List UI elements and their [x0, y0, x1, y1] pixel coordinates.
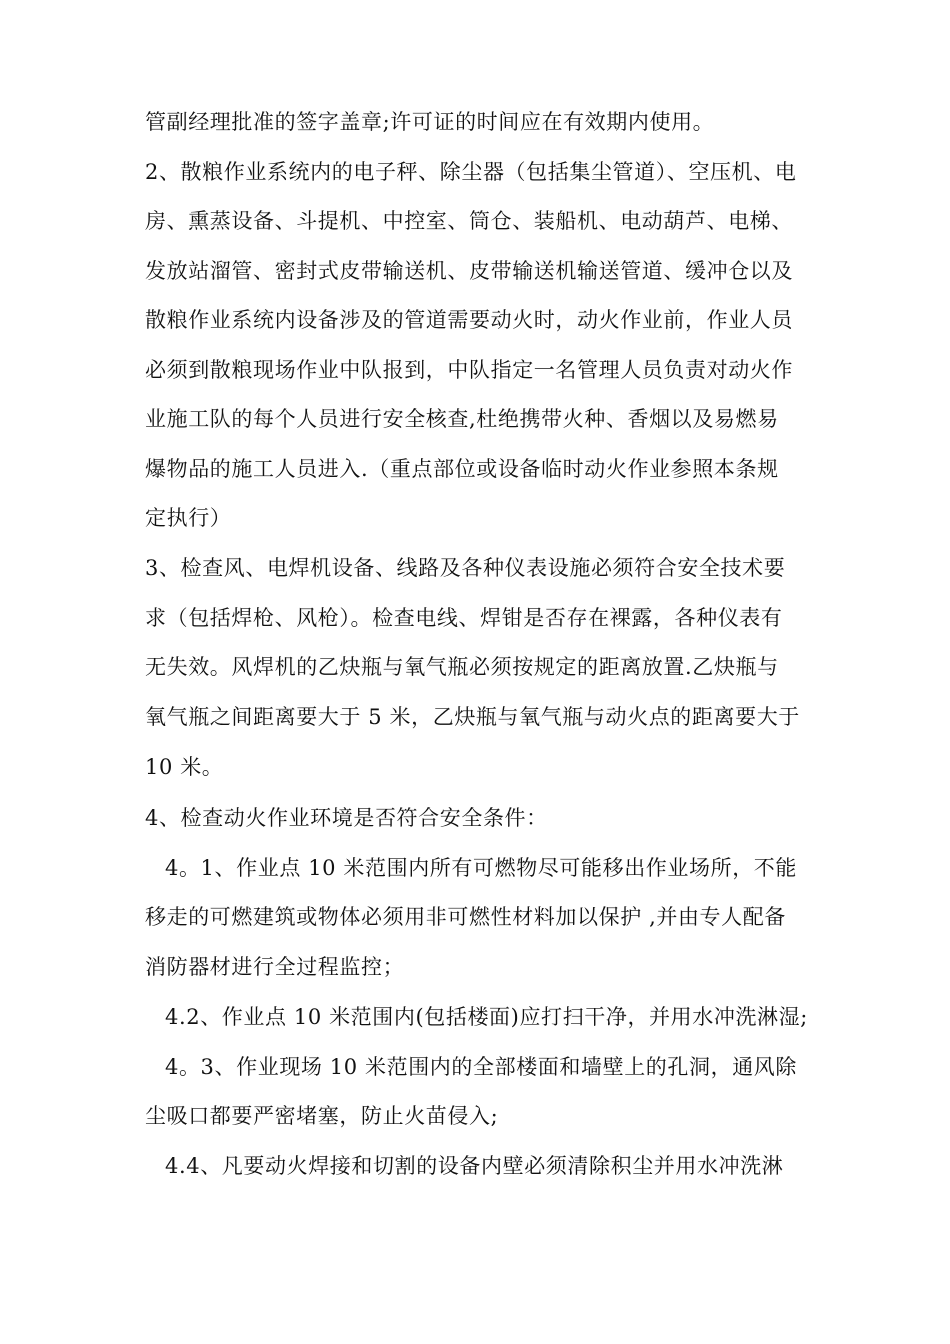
- text-line: 4、检查动火作业环境是否符合安全条件：: [145, 806, 548, 830]
- text-line: 4。1、作业点 10 米范围内所有可燃物尽可能移出作业场所，不能: [165, 856, 797, 880]
- text-line: 2、散粮作业系统内的电子秤、除尘器（包括集尘管道）、空压机、电: [145, 160, 797, 184]
- text-line: 4。3、作业现场 10 米范围内的全部楼面和墙壁上的孔洞，通风除: [165, 1055, 797, 1079]
- text-line: 4.2、作业点 10 米范围内(包括楼面)应打扫干净，并用水冲洗淋湿;: [165, 1005, 808, 1029]
- text-line: 业施工队的每个人员进行安全核查,杜绝携带火种、香烟以及易燃易: [145, 407, 779, 431]
- text-line: 氧气瓶之间距离要大于 5 米，乙炔瓶与氧气瓶与动火点的距离要大于: [145, 705, 800, 729]
- text-line: 爆物品的施工人员进入.（重点部位或设备临时动火作业参照本条规: [145, 457, 779, 481]
- text-line: 必须到散粮现场作业中队报到，中队指定一名管理人员负责对动火作: [145, 358, 793, 382]
- text-line: 房、熏蒸设备、斗提机、中控室、筒仓、装船机、电动葫芦、电梯、: [145, 209, 793, 233]
- text-line: 散粮作业系统内设备涉及的管道需要动火时，动火作业前，作业人员: [145, 308, 793, 332]
- text-line: 无失效。风焊机的乙炔瓶与氧气瓶必须按规定的距离放置.乙炔瓶与: [145, 655, 779, 679]
- text-line: 消防器材进行全过程监控；: [145, 955, 405, 979]
- text-line: 4.4、凡要动火焊接和切割的设备内壁必须清除积尘并用水冲洗淋: [165, 1154, 784, 1178]
- text-line: 10 米。: [145, 755, 224, 779]
- text-line: 定执行）: [145, 506, 232, 530]
- text-line: 尘吸口都要严密堵塞，防止火苗侵入;: [145, 1104, 499, 1128]
- text-line: 发放站溜管、密封式皮带输送机、皮带输送机输送管道、缓冲仓以及: [145, 259, 793, 283]
- text-line: 求（包括焊枪、风枪）。检查电线、焊钳是否存在裸露，各种仪表有: [145, 606, 783, 630]
- text-line: 3、检查风、电焊机设备、线路及各种仪表设施必须符合安全技术要: [145, 556, 786, 580]
- text-line: 移走的可燃建筑或物体必须用非可燃性材料加以保护 ,并由专人配备: [145, 905, 786, 929]
- text-line: 管副经理批准的签字盖章;许可证的时间应在有效期内使用。: [145, 110, 715, 134]
